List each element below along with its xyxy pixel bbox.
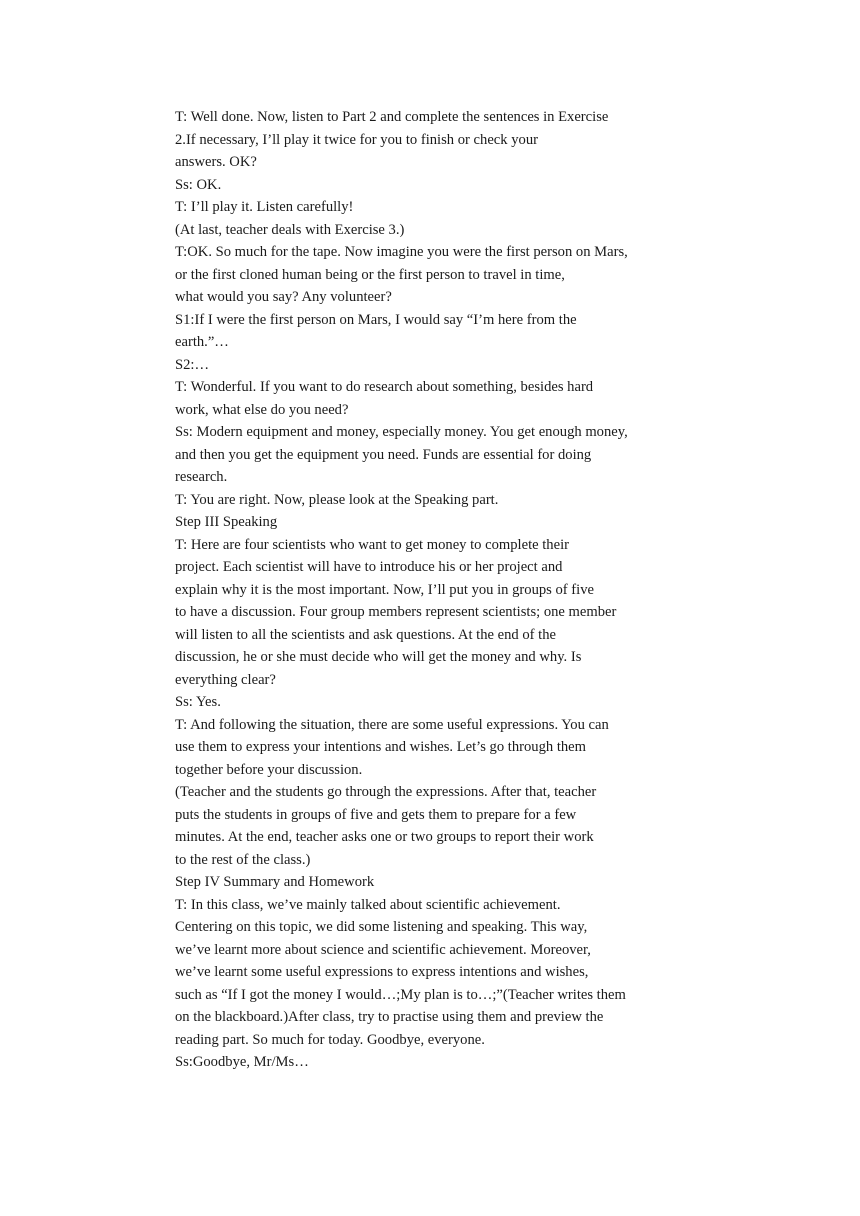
text-line: T: Here are four scientists who want to get money to complete their [175, 536, 569, 553]
text-line: minutes. At the end, teacher asks one or two groups to report their work [175, 829, 594, 845]
text-line: or the first cloned human being or the first person to travel in time, [175, 266, 565, 283]
text-line: Ss: OK. [175, 176, 222, 193]
text-line: we’ve learnt some useful expressions to express intentions and wishes, [175, 964, 589, 980]
text-line: we’ve learnt more about science and scientific achievement. Moreover, [175, 941, 591, 958]
text-line: S2:… [175, 356, 210, 373]
text-line: together before your discussion. [175, 761, 363, 778]
text-line: on the blackboard.)After class, try to practise using them and preview the [175, 1009, 604, 1025]
text-line: puts the students in groups of five and gets them to prepare for a few [175, 806, 577, 823]
text-line: what would you say? Any volunteer? [175, 289, 392, 305]
section-heading: Step III Speaking [175, 514, 278, 530]
text-line: research. [175, 469, 228, 485]
text-line: earth.”… [175, 334, 229, 350]
text-line: (Teacher and the students go through the expressions. After that, teacher [175, 784, 597, 800]
text-line: S1:If I were the first person on Mars, I would say “I’m here from the [175, 311, 577, 328]
text-line: and then you get the equipment you need. Funds are essential for doing [175, 446, 592, 463]
text-line: (At last, teacher deals with Exercise 3.) [175, 221, 405, 238]
text-line: 2.If necessary, I’ll play it twice for you to finish or check your [175, 131, 538, 148]
text-line: T:OK. So much for the tape. Now imagine you were the first person on Mars, [175, 244, 628, 260]
text-line: Centering on this topic, we did some listening and speaking. This way, [175, 919, 588, 935]
text-line: reading part. So much for today. Goodbye, everyone. [175, 1031, 485, 1048]
text-line: Ss: Modern equipment and money, especially money. You get enough money, [175, 424, 628, 440]
text-line: everything clear? [175, 671, 276, 688]
text-line: T: Wonderful. If you want to do research about something, besides hard [175, 379, 594, 395]
text-line: use them to express your intentions and wishes. Let’s go through them [175, 739, 586, 755]
text-line: will listen to all the scientists and ask questions. At the end of the [175, 626, 557, 643]
text-line: to the rest of the class.) [175, 851, 311, 868]
text-line: to have a discussion. Four group members represent scientists; one member [175, 604, 617, 620]
text-line: such as “If I got the money I would…;My plan is to…;”(Teacher writes them [175, 986, 626, 1003]
text-line: T: And following the situation, there are some useful expressions. You can [175, 716, 609, 733]
text-line: T: You are right. Now, please look at the Speaking part. [175, 491, 499, 508]
text-line: Ss: Yes. [175, 694, 221, 710]
text-line: discussion, he or she must decide who will get the money and why. Is [175, 649, 582, 665]
text-line: project. Each scientist will have to introduce his or her project and [175, 559, 563, 575]
lesson-transcript [175, 106, 675, 1074]
text-line: work, what else do you need? [175, 401, 349, 418]
text-line: answers. OK? [175, 154, 257, 170]
section-heading: Step IV Summary and Homework [175, 874, 375, 890]
text-line: T: In this class, we’ve mainly talked about scientific achievement. [175, 896, 561, 913]
text-line: T: I’ll play it. Listen carefully! [175, 199, 354, 215]
text-line: explain why it is the most important. Now, I’ll put you in groups of five [175, 581, 594, 598]
text-line: T: Well done. Now, listen to Part 2 and complete the sentences in Exercise [175, 109, 609, 125]
text-line: Ss:Goodbye, Mr/Ms… [175, 1054, 309, 1070]
